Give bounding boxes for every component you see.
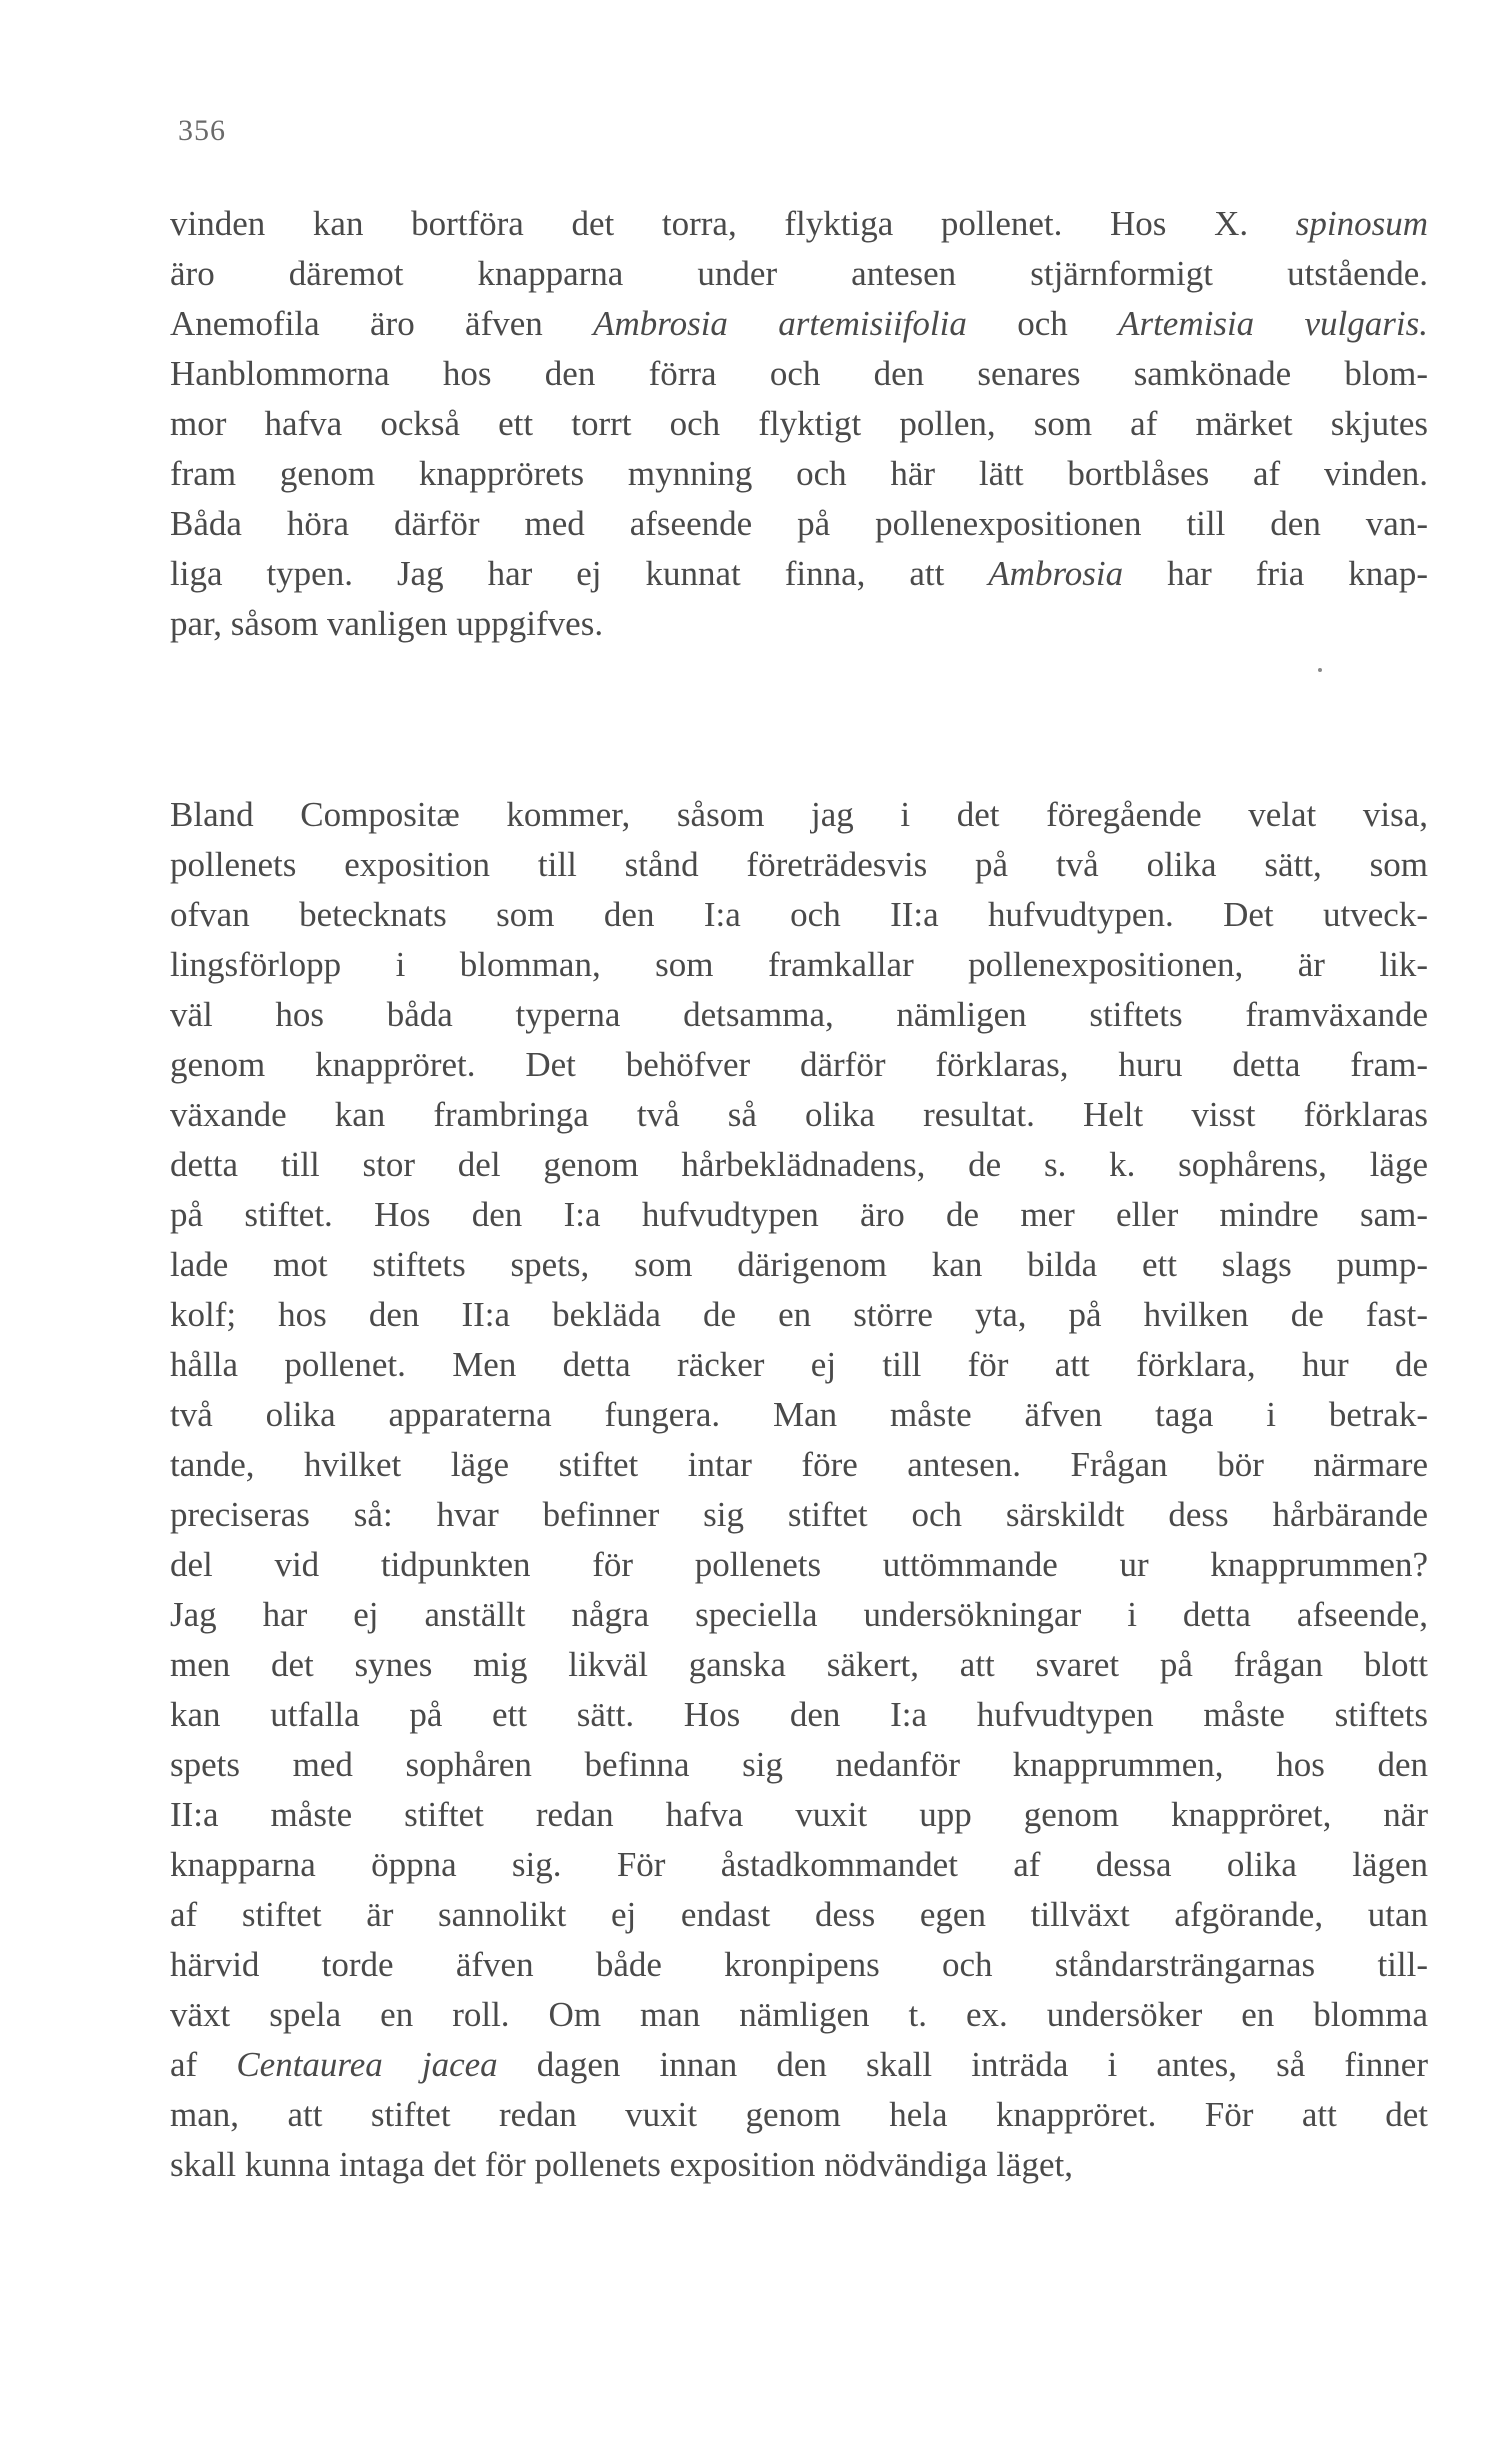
text-run: tande, hvilket läge stiftet intar före antesen. Frågan bör närmare — [170, 1445, 1428, 1484]
text-run: man, att stiftet redan vuxit genom hela knappröret. För att det — [170, 2095, 1428, 2134]
text-line — [170, 1790, 1428, 1840]
text-run: Bland Compositæ kommer, såsom jag i det föregående velat visa, — [170, 795, 1428, 834]
text-run: del vid tidpunkten för pollenets uttömmande ur knapprummen? — [170, 1545, 1428, 1584]
text-line — [170, 1090, 1428, 1140]
text-line — [170, 1690, 1428, 1740]
paragraph-2 — [170, 790, 1428, 2190]
text-line — [170, 840, 1428, 890]
text-run: mor hafva också ett torrt och flyktigt pollen, som af märket skjutes — [170, 404, 1428, 443]
text-line — [170, 549, 1428, 599]
text-run: genom knappröret. Det behöfver därför förklaras, huru detta fram- — [170, 1045, 1428, 1084]
text-line — [170, 1190, 1428, 1240]
italic-term: Artemisia vulgaris. — [1118, 304, 1428, 343]
text-run: knapparna öppna sig. För åstadkommandet af dessa olika lägen — [170, 1845, 1428, 1884]
text-line — [170, 1040, 1428, 1090]
text-line — [170, 2090, 1428, 2140]
text-run: äro däremot knapparna under antesen stjärnformigt utstående. — [170, 254, 1428, 293]
text-line — [170, 1940, 1428, 1990]
text-line — [170, 1140, 1428, 1190]
text-line — [170, 890, 1428, 940]
text-line — [170, 299, 1428, 349]
text-run: och — [966, 304, 1119, 343]
text-line — [170, 1990, 1428, 2040]
text-line — [170, 1840, 1428, 1890]
text-run: två olika apparaterna fungera. Man måste äfven taga i betrak- — [170, 1395, 1428, 1434]
text-run: kolf; hos den II:a bekläda de en större yta, på hvilken de fast- — [170, 1295, 1428, 1334]
text-line — [170, 1390, 1428, 1440]
text-run: väl hos båda typerna detsamma, nämligen stiftets framväxande — [170, 995, 1428, 1034]
text-line — [170, 1240, 1428, 1290]
text-run: Båda höra därför med afseende på pollenexpositionen till den van- — [170, 504, 1428, 543]
page-number: 356 — [178, 114, 226, 147]
text-run: dagen innan den skall inträda i antes, så finner — [497, 2045, 1428, 2084]
text-run: på stiftet. Hos den I:a hufvudtypen äro de mer eller mindre sam- — [170, 1195, 1428, 1234]
text-line — [170, 1490, 1428, 1540]
text-line — [170, 399, 1428, 449]
text-line — [170, 2040, 1428, 2090]
text-line — [170, 990, 1428, 1040]
text-run: preciseras så: hvar befinner sig stiftet och särskildt dess hårbärande — [170, 1495, 1428, 1534]
text-run: växande kan frambringa två så olika resultat. Helt visst förklaras — [170, 1095, 1428, 1134]
italic-term: Ambrosia — [988, 554, 1124, 593]
text-run: härvid torde äfven både kronpipens och ståndarsträngarnas till- — [170, 1945, 1428, 1984]
text-run: Jag har ej anställt några speciella undersökningar i detta afseende, — [170, 1595, 1428, 1634]
text-line — [170, 249, 1428, 299]
text-run: lade mot stiftets spets, som därigenom kan bilda ett slags pump- — [170, 1245, 1428, 1284]
text-line — [170, 499, 1428, 549]
italic-term: Centaurea jacea — [236, 2045, 498, 2084]
text-run: spets med sophåren befinna sig nedanför knapprummen, hos den — [170, 1745, 1428, 1784]
text-line — [170, 1740, 1428, 1790]
text-line — [170, 1540, 1428, 1590]
text-run: af stiftet är sannolikt ej endast dess egen tillväxt afgörande, utan — [170, 1895, 1428, 1934]
text-run: fram genom knapprörets mynning och här lätt bortblåses af vinden. — [170, 454, 1428, 493]
italic-term: Ambrosia artemisiifolia — [593, 304, 967, 343]
text-line — [170, 1340, 1428, 1390]
text-line — [170, 1590, 1428, 1640]
text-line — [170, 199, 1428, 249]
text-run: växt spela en roll. Om man nämligen t. ex. undersöker en blomma — [170, 1995, 1428, 2034]
text-line — [170, 1440, 1428, 1490]
ink-speck — [1318, 668, 1322, 672]
text-run: liga typen. Jag har ej kunnat finna, att — [170, 554, 989, 593]
text-line — [170, 1290, 1428, 1340]
text-line — [170, 349, 1428, 399]
text-line — [170, 449, 1428, 499]
text-run: ofvan betecknats som den I:a och II:a hufvudtypen. Det utveck- — [170, 895, 1428, 934]
text-run: lingsförlopp i blomman, som framkallar pollenexpositionen, är lik- — [170, 945, 1428, 984]
text-run: skall kunna intaga det för pollenets exposition nödvändiga läget, — [170, 2145, 1073, 2184]
text-run: men det synes mig likväl ganska säkert, att svaret på frågan blott — [170, 1645, 1428, 1684]
text-run: par, såsom vanligen uppgifves. — [170, 604, 604, 643]
text-line — [170, 1890, 1428, 1940]
text-run: kan utfalla på ett sätt. Hos den I:a hufvudtypen måste stiftets — [170, 1695, 1428, 1734]
text-line — [170, 2140, 1428, 2190]
text-run: Anemofila äro äfven — [170, 304, 594, 343]
text-run: Hanblommorna hos den förra och den senares samkönade blom- — [170, 354, 1428, 393]
text-run: har fria knap- — [1123, 554, 1428, 593]
text-run: detta till stor del genom hårbeklädnadens, de s. k. sophårens, läge — [170, 1145, 1428, 1184]
text-run: vinden kan bortföra det torra, flyktiga pollenet. Hos X. — [170, 204, 1296, 243]
text-line — [170, 790, 1428, 840]
text-line — [170, 1640, 1428, 1690]
text-run: II:a måste stiftet redan hafva vuxit upp genom knappröret, när — [170, 1795, 1428, 1834]
text-line — [170, 599, 1428, 649]
text-run: af — [170, 2045, 237, 2084]
text-run: pollenets exposition till stånd företrädesvis på två olika sätt, som — [170, 845, 1428, 884]
text-run: hålla pollenet. Men detta räcker ej till för att förklara, hur de — [170, 1345, 1428, 1384]
italic-term: spinosum — [1295, 204, 1428, 243]
text-line — [170, 940, 1428, 990]
paragraph-1 — [170, 199, 1428, 649]
